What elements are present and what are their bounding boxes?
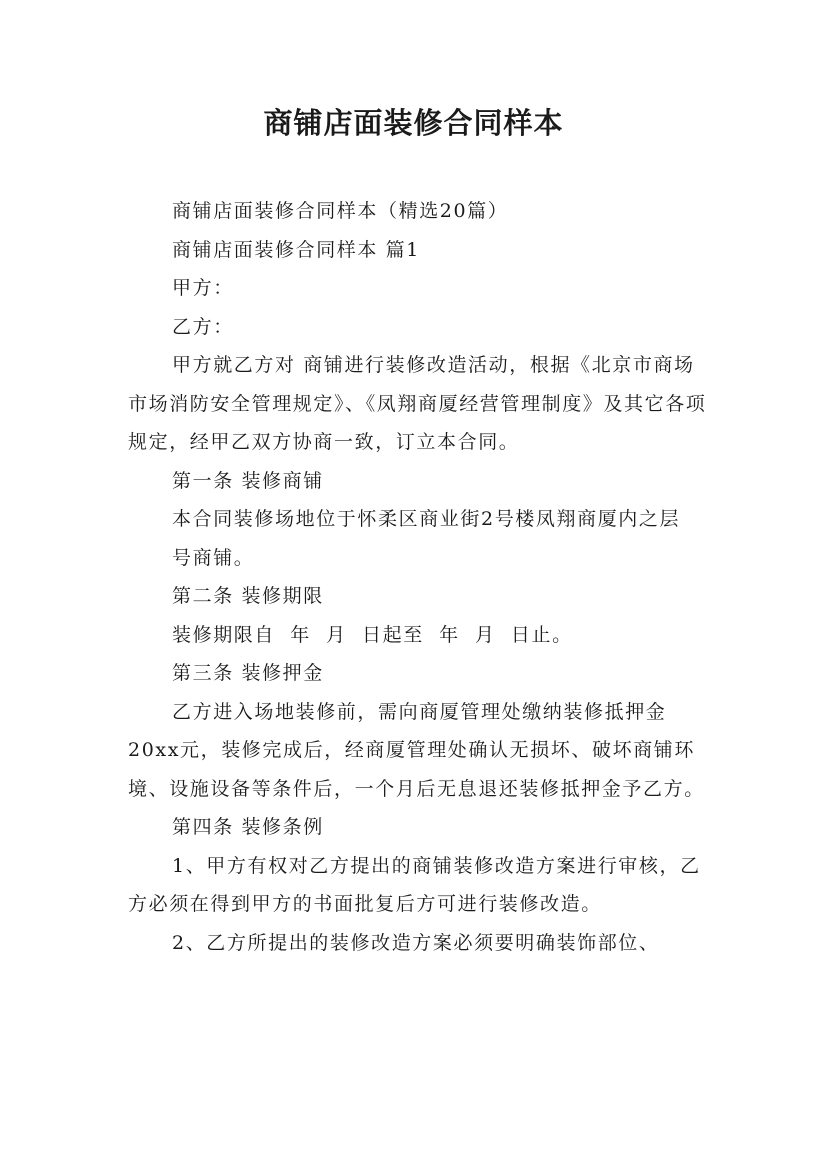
section-heading: 第四条 装修条例 [172,816,324,838]
paragraph: 商铺店面装修合同样本 篇1 [172,238,420,261]
section-heading: 第三条 装修押金 [172,662,324,684]
paragraph: 甲方： [172,277,234,299]
paragraph: 商铺店面装修合同样本（精选20篇） [172,200,509,222]
paragraph: 甲方就乙方对 商铺进行装修改造活动，根据《北京市商场市场消防安全管理规定》、《凤翔商厦经营管理制度》及其它各项规定，经甲乙双方协商一致，订立本合同。 [128,354,707,453]
paragraph: 乙方进入场地装修前，需向商厦管理处缴纳装修抵押金20xx元，装修完成后，经商厦管理处确认无损坏、破坏商铺环境、设施设备等条件后，一个月后无息退还装修抵押金予乙方。 [128,700,705,800]
document-title: 商铺店面装修合同样本 [263,106,564,140]
paragraph: 1、甲方有权对乙方提出的商铺装修改造方案进行审核，乙方必须在得到甲方的书面批复后方可进行装修改造。 [128,854,701,915]
paragraph: 本合同装修场地位于怀柔区商业街2号楼凤翔商厦内之层 [172,508,681,530]
paragraph: 装修期限自 年 月 日起至 年 月 日止。 [172,623,573,646]
document-body [128,192,708,962]
paragraph: 乙方： [172,315,234,338]
section-heading: 第二条 装修期限 [172,585,324,607]
section-heading: 第一条 装修商铺 [172,469,324,492]
paragraph: 2、乙方所提出的装修改造方案必须要明确装饰部位、 [172,931,660,954]
paragraph: 号商铺。 [172,546,255,569]
